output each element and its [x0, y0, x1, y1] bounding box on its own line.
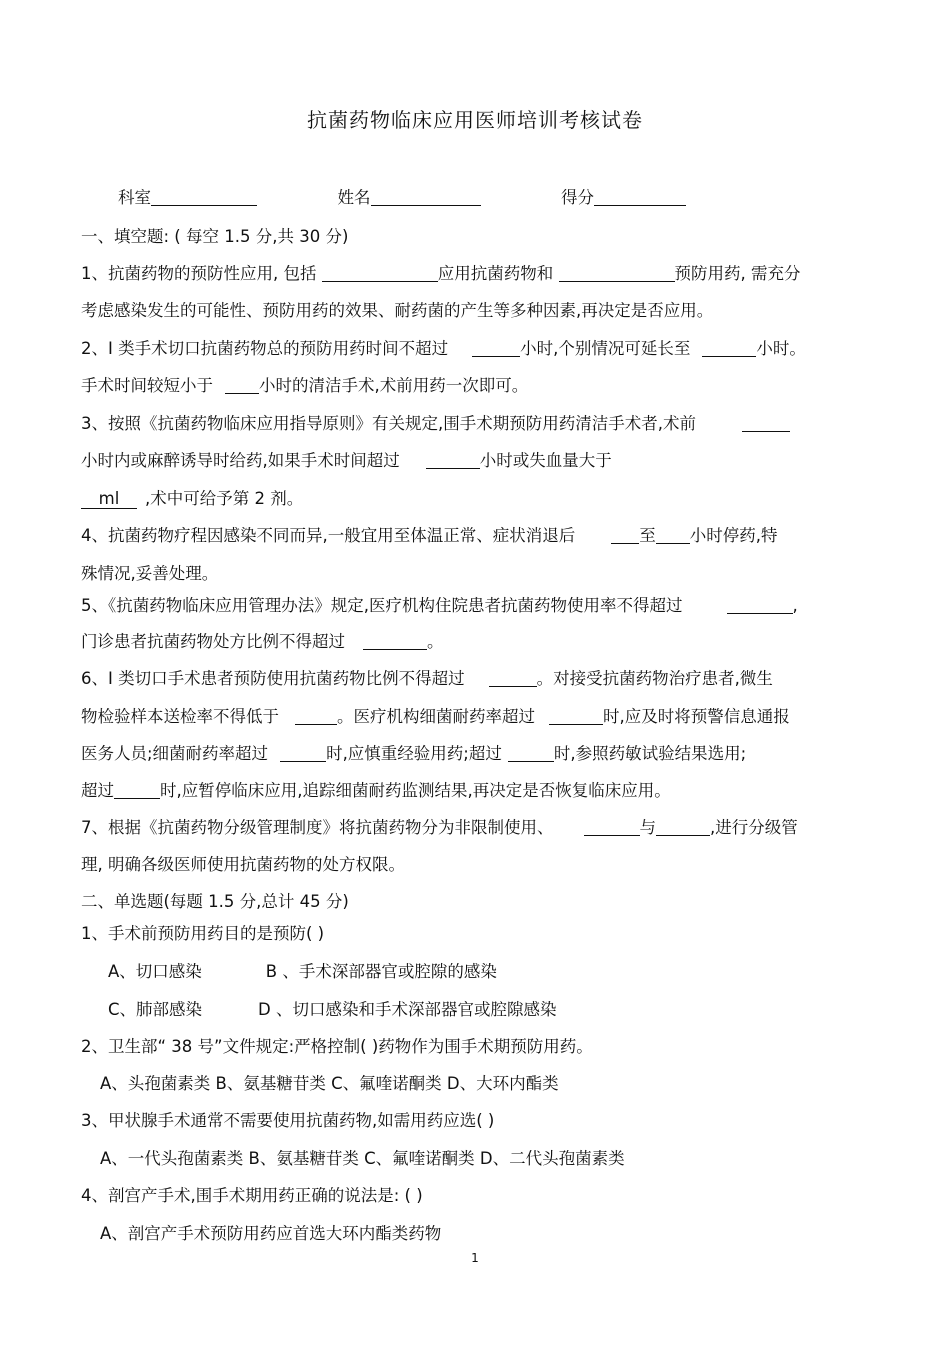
q2-blank-1[interactable] [472, 339, 520, 357]
q4-blank-2[interactable] [656, 526, 690, 544]
mc-q1: 1、手术前预防用药目的是预防( ) [81, 924, 325, 943]
mc-q4: 4、剖宫产手术,围手术期用药正确的说法是: ( ) [81, 1186, 423, 1205]
score-label: 得分 [561, 188, 594, 207]
mc-q3-options[interactable]: A、一代头孢菌素类 B、氨基糖苷类 C、氟喹诺酮类 D、二代头孢菌素类 [100, 1149, 625, 1168]
dept-blank[interactable] [151, 188, 257, 206]
header-fields [118, 188, 818, 208]
mc-q1-option-a[interactable]: A、切口感染 [108, 962, 202, 981]
mc-q3: 3、甲状腺手术通常不需要使用抗菌药物,如需用药应选( ) [81, 1111, 495, 1130]
section1-heading: 一、填空题: ( 每空 1.5 分,共 30 分) [81, 227, 349, 246]
score-blank[interactable] [594, 188, 686, 206]
q2-blank-2[interactable] [702, 339, 756, 357]
q1-line2: 考虑感染发生的可能性、预防用药的效果、耐药菌的产生等多种因素,再决定是否应用。 [81, 301, 714, 320]
q5-blank-2[interactable] [363, 632, 427, 650]
mc-q4-option-a[interactable]: A、剖宫产手术预防用药应首选大环内酯类药物 [100, 1224, 442, 1243]
q6-blank-5[interactable] [508, 744, 554, 762]
mc-q2-options[interactable]: A、头孢菌素类 B、氨基糖苷类 C、氟喹诺酮类 D、大环内酯类 [100, 1074, 559, 1093]
q3-line1: 3、按照《抗菌药物临床应用指导原则》有关规定,围手术期预防用药清洁手术者,术前 [81, 414, 871, 434]
q4-line2: 殊情况,妥善处理。 [81, 564, 219, 583]
mc-q1-option-d[interactable]: D 、切口感染和手术深部器官或腔隙感染 [258, 1000, 557, 1019]
q6-line1: 6、I 类切口手术患者预防使用抗菌药物比例不得超过 。对接受抗菌药物治疗患者,微生 [81, 669, 773, 688]
q6-blank-3[interactable] [549, 707, 603, 725]
q3-blank-1[interactable] [742, 414, 790, 432]
q1-blank-2[interactable] [559, 264, 675, 282]
name-blank[interactable] [371, 188, 481, 206]
q3-line2: 小时内或麻醉诱导时给药,如果手术时间超过 小时或失血量大于 [81, 451, 612, 470]
mc-q1-option-b[interactable]: B 、手术深部器官或腔隙的感染 [265, 962, 497, 981]
q6-blank-2[interactable] [295, 707, 337, 725]
q4-line1: 4、抗菌药物疗程因感染不同而异,一般宜用至体温正常、症状消退后 至 小时停药,特 [81, 526, 778, 545]
q4-blank-1[interactable] [611, 526, 639, 544]
mc-q1-option-c[interactable]: C、肺部感染 [108, 1000, 203, 1019]
page-title: 抗菌药物临床应用医师培训考核试卷 [307, 108, 643, 132]
q2-blank-3[interactable] [225, 376, 259, 394]
page-number: 1 [471, 1251, 479, 1265]
q6-blank-4[interactable] [280, 744, 326, 762]
q1-line1: 1、抗菌药物的预防性应用, 包括 应用抗菌药物和 预防用药, 需充分 [81, 264, 801, 283]
q7-line1: 7、根据《抗菌药物分级管理制度》将抗菌药物分为非限制使用、 与 ,进行分级管 [81, 818, 798, 837]
q5-line2: 门诊患者抗菌药物处方比例不得超过 。 [81, 632, 444, 651]
q3-blank-2[interactable] [426, 451, 480, 469]
q3-line3: ml ,术中可给予第 2 剂。 [81, 489, 871, 509]
q6-line4: 超过 时,应暂停临床应用,追踪细菌耐药监测结果,再决定是否恢复临床应用。 [81, 781, 671, 800]
q6-line2: 物检验样本送检率不得低于 。医疗机构细菌耐药率超过 时,应及时将预警信息通报 [81, 707, 790, 726]
q2-line2: 手术时间较短小于 小时的清洁手术,术前用药一次即可。 [81, 376, 529, 395]
dept-label: 科室 [118, 188, 151, 207]
section2-heading: 二、单选题(每题 1.5 分,总计 45 分) [81, 892, 349, 911]
name-label: 姓名 [337, 188, 371, 207]
q7-blank-1[interactable] [584, 818, 640, 836]
q6-line3: 医务人员;细菌耐药率超过 时,应慎重经验用药;超过 时,参照药敏试验结果选用; [81, 744, 747, 763]
q6-blank-1[interactable] [489, 669, 537, 687]
q5-blank-1[interactable] [727, 596, 793, 614]
q1-blank-1[interactable] [322, 264, 438, 282]
q5-line1: 5、《抗菌药物临床应用管理办法》规定,医疗机构住院患者抗菌药物使用率不得超过 , [81, 596, 798, 615]
mc-q2: 2、卫生部“ 38 号”文件规定:严格控制( )药物作为围手术期预防用药。 [81, 1037, 593, 1056]
mc-q1-row2 [108, 1000, 898, 1020]
q7-line2: 理, 明确各级医师使用抗菌药物的处方权限。 [81, 855, 405, 874]
q2-line1: 2、I 类手术切口抗菌药物总的预防用药时间不超过 小时,个别情况可延长至 小时。 [81, 339, 806, 358]
q6-blank-6[interactable] [114, 781, 160, 799]
q7-blank-2[interactable] [656, 818, 710, 836]
mc-q1-row1 [108, 962, 898, 982]
q3-blank-3[interactable]: ml [81, 490, 137, 509]
